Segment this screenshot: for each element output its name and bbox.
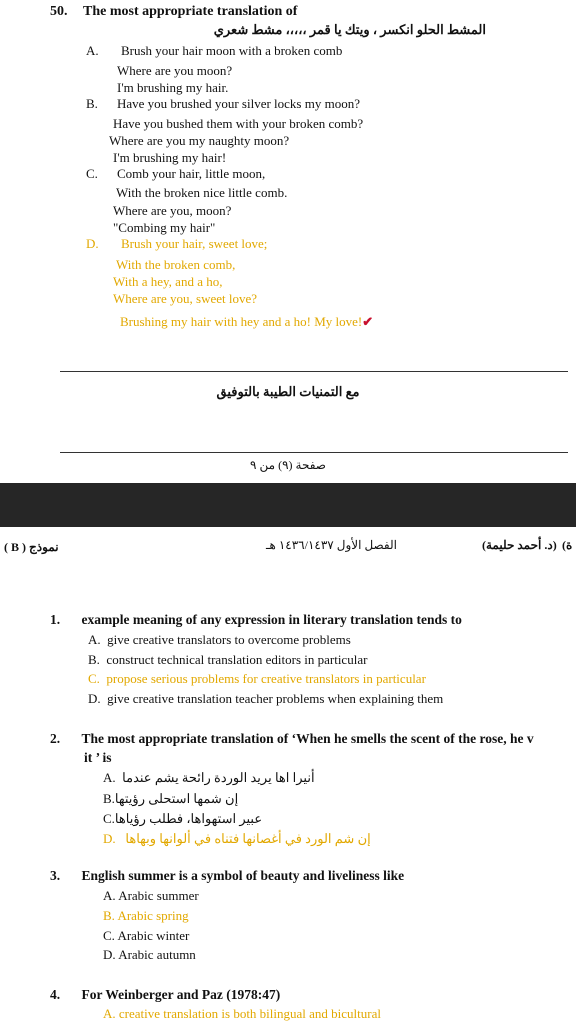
option-c: C. propose serious problems for creative translators in particular bbox=[88, 671, 426, 686]
option-c-line: With the broken nice little comb. bbox=[116, 185, 288, 200]
option-d-line: Brushing my hair with hey and a ho! My love!✔ bbox=[120, 314, 374, 329]
option-d-line: With the broken comb, bbox=[116, 257, 236, 272]
option-d-line: With a hey, and a ho, bbox=[113, 274, 223, 289]
option-d: D. إن شم الورد في أغصانها فتناه في ألوانها وبهاها bbox=[103, 831, 371, 846]
header-edge-text: (ة bbox=[562, 538, 573, 552]
page-number: صفحة (٩) من ٩ bbox=[250, 458, 326, 472]
option-letter-a: A. bbox=[86, 43, 99, 58]
option-c-line: "Combing my hair" bbox=[113, 220, 216, 235]
option-a-line: I'm brushing my hair. bbox=[117, 80, 229, 95]
question-text-continued: it ’ is bbox=[84, 750, 112, 765]
option-a: A. أنيرا اها يريد الوردة رائحة يشم عندما bbox=[103, 770, 315, 785]
option-c: C.عبير استهواها، فطلب رؤياها bbox=[103, 811, 263, 826]
good-luck-text: مع التمنيات الطيبة بالتوفيق bbox=[216, 384, 360, 399]
question-text: For Weinberger and Paz (1978:47) bbox=[81, 987, 281, 1002]
option-a: A. creative translation is both bilingual and bicultural bbox=[103, 1006, 381, 1021]
option-c-line: Comb your hair, little moon, bbox=[117, 166, 266, 181]
option-b-line: I'm brushing my hair! bbox=[113, 150, 227, 165]
option-a: A. give creative translators to overcome problems bbox=[88, 632, 351, 647]
page-separator bbox=[0, 483, 576, 527]
question-number: 3. bbox=[50, 868, 61, 883]
semester-label: الفصل الأول ١٤٣٦/١٤٣٧ هـ bbox=[266, 538, 397, 552]
question-1 bbox=[50, 612, 462, 628]
option-d-line: Where are you, sweet love? bbox=[113, 291, 258, 306]
question-2 bbox=[50, 731, 534, 747]
option-d: D. Arabic autumn bbox=[103, 947, 196, 962]
option-b: B.إن شمها استحلى رؤيتها bbox=[103, 791, 239, 806]
option-c: C. Arabic winter bbox=[103, 928, 190, 943]
model-label: نموذج ( B ) bbox=[4, 540, 59, 554]
question-3 bbox=[50, 868, 404, 884]
question-text: example meaning of any expression in literary translation tends to bbox=[81, 612, 462, 627]
divider-line bbox=[60, 452, 568, 453]
checkmark-icon: ✔ bbox=[362, 314, 374, 329]
question-number: 4. bbox=[50, 987, 61, 1002]
question-number: 1. bbox=[50, 612, 61, 627]
option-b: B. construct technical translation editors in particular bbox=[88, 652, 368, 667]
question-4 bbox=[50, 987, 280, 1003]
option-a: A. Arabic summer bbox=[103, 888, 199, 903]
option-d: D. give creative translation teacher problems when explaining them bbox=[88, 691, 444, 706]
question-50 bbox=[50, 4, 297, 20]
option-a-line: Brush your hair moon with a broken comb bbox=[121, 43, 343, 58]
option-a-line: Where are you moon? bbox=[117, 63, 233, 78]
question-text: The most appropriate translation of bbox=[83, 4, 298, 19]
option-b-line: Have you bushed them with your broken comb? bbox=[113, 116, 364, 131]
question-number: 2. bbox=[50, 731, 61, 746]
option-letter-b: B. bbox=[86, 96, 98, 111]
question-text: The most appropriate translation of ‘When he smells the scent of the rose, he v bbox=[81, 731, 534, 746]
option-b-line: Have you brushed your silver locks my moon? bbox=[117, 96, 360, 111]
divider-line bbox=[60, 371, 568, 372]
option-letter-d: D. bbox=[86, 236, 99, 251]
question-text: English summer is a symbol of beauty and liveliness like bbox=[81, 868, 405, 883]
option-letter-c: C. bbox=[86, 166, 98, 181]
instructor-name: (د. أحمد حليمة) bbox=[482, 538, 557, 552]
question-number: 50. bbox=[50, 4, 68, 19]
option-c-line: Where are you, moon? bbox=[113, 203, 232, 218]
option-d-line: Brush your hair, sweet love; bbox=[121, 236, 268, 251]
option-b-line: Where are you my naughty moon? bbox=[109, 133, 290, 148]
option-b: B. Arabic spring bbox=[103, 908, 189, 923]
arabic-source-text: المشط الحلو انكسر ، ويتك يا قمر ،،،،، مشط شعري bbox=[213, 22, 486, 37]
